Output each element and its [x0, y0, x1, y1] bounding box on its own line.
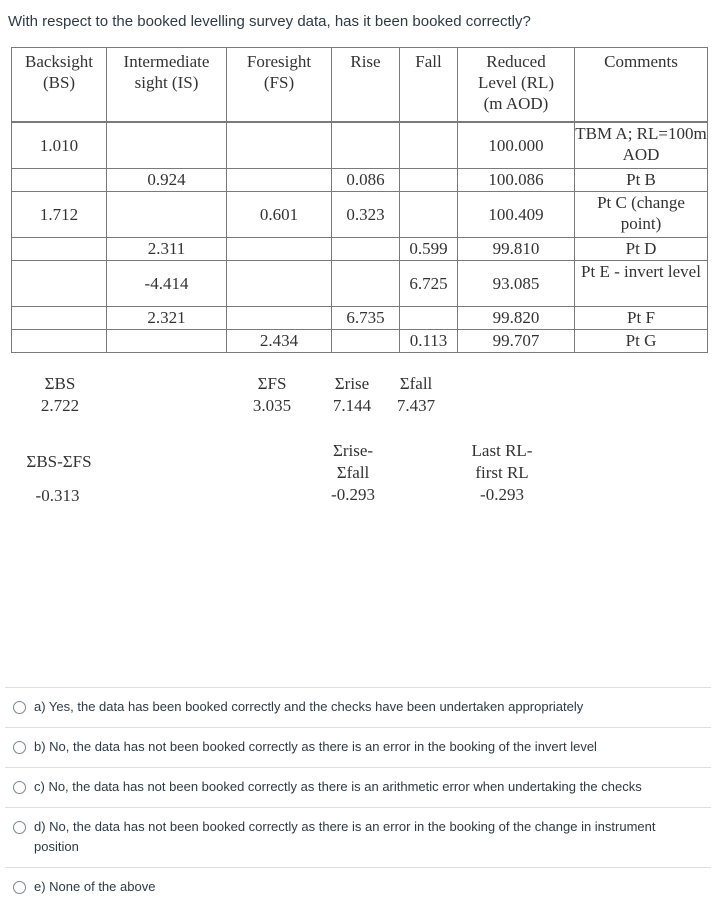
- cell-bs: [12, 307, 107, 330]
- cell-rise: [332, 238, 400, 261]
- cell-is: [107, 123, 227, 169]
- header-line: Level (RL): [478, 73, 554, 92]
- question-text: With respect to the booked levelling survey data, has it been booked correctly?: [8, 13, 531, 30]
- sum-fs-label: ΣFS: [257, 374, 287, 393]
- table-row: [12, 169, 708, 192]
- rise-fall-label-1: Σrise-: [332, 441, 374, 460]
- cell-rise: [332, 330, 400, 353]
- cell-fs: [227, 123, 332, 169]
- option-e-label: e) None of the above: [34, 879, 156, 894]
- header-line: Foresight: [246, 52, 312, 71]
- table-row: [12, 238, 708, 261]
- table-row: [12, 307, 708, 330]
- sum-bs-value: 2.722: [40, 396, 80, 415]
- sum-rise-label: Σrise: [334, 374, 370, 393]
- option-c-label: c) No, the data has not been booked correctly as there is an arithmetic error when undertaking the checks: [34, 779, 642, 794]
- option-b-label: b) No, the data has not been booked correctly as there is an error in the booking of the invert level: [34, 739, 597, 754]
- last-first-label-1: Last RL-: [471, 441, 533, 460]
- cell-rl: 100.086: [458, 169, 575, 192]
- cell-rise: 6.735: [332, 307, 400, 330]
- header-line: (m AOD): [483, 94, 549, 113]
- header-line: Comments: [604, 52, 678, 71]
- cell-is: 2.321: [107, 307, 227, 330]
- cell-bs: [12, 261, 107, 307]
- cell-comment: Pt G: [575, 330, 708, 353]
- cell-rise: [332, 261, 400, 307]
- header-line: Backsight: [25, 52, 93, 71]
- header-line: Intermediate: [123, 52, 210, 71]
- cell-bs: [12, 238, 107, 261]
- column-header-5: [458, 48, 575, 122]
- column-header-0: [12, 48, 107, 122]
- column-header-4: [400, 48, 458, 122]
- table-row: [12, 123, 708, 169]
- cell-rise: 0.323: [332, 192, 400, 238]
- sum-fs-value: 3.035: [252, 396, 292, 415]
- radio-a[interactable]: [13, 701, 26, 714]
- cell-bs: [12, 169, 107, 192]
- sum-bs: [35, 373, 85, 417]
- cell-rl: 93.085: [458, 261, 575, 307]
- table-row: [12, 261, 708, 307]
- cell-fall: [400, 169, 458, 192]
- option-d-label: d) No, the data has not been booked correctly as there is an error in the booking of the change in instrument position: [34, 819, 656, 854]
- cell-is: 0.924: [107, 169, 227, 192]
- header-line: sight (IS): [134, 73, 199, 92]
- option-e[interactable]: [5, 867, 711, 907]
- option-d[interactable]: [5, 807, 711, 867]
- cell-is: -4.414: [107, 261, 227, 307]
- sum-rise-value: 7.144: [332, 396, 372, 415]
- column-header-3: [332, 48, 400, 122]
- cell-comment: Pt D: [575, 238, 708, 261]
- cell-fs: [227, 169, 332, 192]
- cell-is: 2.311: [107, 238, 227, 261]
- radio-d[interactable]: [13, 821, 26, 834]
- cell-comment: Pt C (change point): [575, 192, 708, 238]
- cell-fall: [400, 307, 458, 330]
- cell-fs: 0.601: [227, 192, 332, 238]
- cell-is: [107, 330, 227, 353]
- sum-bs-minus-fs-label: ΣBS-ΣFS: [26, 452, 92, 471]
- cell-rl: 99.707: [458, 330, 575, 353]
- last-minus-first-rl: [462, 440, 542, 506]
- column-header-1: [107, 48, 227, 122]
- header-line: (BS): [42, 73, 76, 92]
- sum-bs-minus-fs-value: -0.313: [35, 486, 80, 505]
- cell-rl: 100.000: [458, 123, 575, 169]
- last-first-label-2: first RL: [475, 463, 529, 482]
- radio-b[interactable]: [13, 741, 26, 754]
- column-header-6: [575, 48, 708, 122]
- last-first-value: -0.293: [480, 485, 524, 504]
- cell-comment: Pt E - invert level: [575, 261, 708, 307]
- cell-bs: [12, 330, 107, 353]
- cell-rise: [332, 123, 400, 169]
- option-a[interactable]: [5, 687, 711, 727]
- cell-rl: 99.810: [458, 238, 575, 261]
- cell-comment: Pt B: [575, 169, 708, 192]
- sum-fs: [246, 373, 298, 417]
- cell-is: [107, 192, 227, 238]
- cell-fs: [227, 307, 332, 330]
- table-row: [12, 330, 708, 353]
- header-line: Rise: [350, 52, 381, 71]
- option-b[interactable]: [5, 727, 711, 767]
- sum-fall-value: 7.437: [396, 396, 436, 415]
- column-header-2: [227, 48, 332, 122]
- cell-fall: 6.725: [400, 261, 458, 307]
- cell-bs: 1.712: [12, 192, 107, 238]
- cell-fs: [227, 261, 332, 307]
- cell-fs: 2.434: [227, 330, 332, 353]
- cell-rise: 0.086: [332, 169, 400, 192]
- cell-rl: 99.820: [458, 307, 575, 330]
- cell-fall: 0.599: [400, 238, 458, 261]
- sum-bs-label: ΣBS: [44, 374, 76, 393]
- rise-fall-value: -0.293: [331, 485, 375, 504]
- header-line: Reduced: [486, 52, 546, 71]
- header-line: Fall: [415, 52, 442, 71]
- cell-fs: [227, 238, 332, 261]
- cell-bs: 1.010: [12, 123, 107, 169]
- cell-fall: [400, 123, 458, 169]
- cell-fall: [400, 192, 458, 238]
- cell-rl: 100.409: [458, 192, 575, 238]
- option-c[interactable]: [5, 767, 711, 807]
- header-line: (FS): [263, 73, 295, 92]
- radio-e[interactable]: [13, 881, 26, 894]
- sum-rise-minus-fall: [323, 440, 383, 506]
- rise-fall-label-2: Σfall: [336, 463, 370, 482]
- sum-fall: [391, 373, 441, 417]
- cell-comment: TBM A; RL=100m AOD: [575, 123, 708, 169]
- sum-rise: [327, 373, 377, 417]
- answer-options: [5, 687, 711, 907]
- cell-comment: Pt F: [575, 307, 708, 330]
- cell-fall: 0.113: [400, 330, 458, 353]
- sum-fall-label: Σfall: [399, 374, 433, 393]
- table-row: [12, 192, 708, 238]
- radio-c[interactable]: [13, 781, 26, 794]
- levelling-table: [11, 47, 708, 353]
- option-a-label: a) Yes, the data has been booked correctly and the checks have been undertaken appropriately: [34, 699, 584, 714]
